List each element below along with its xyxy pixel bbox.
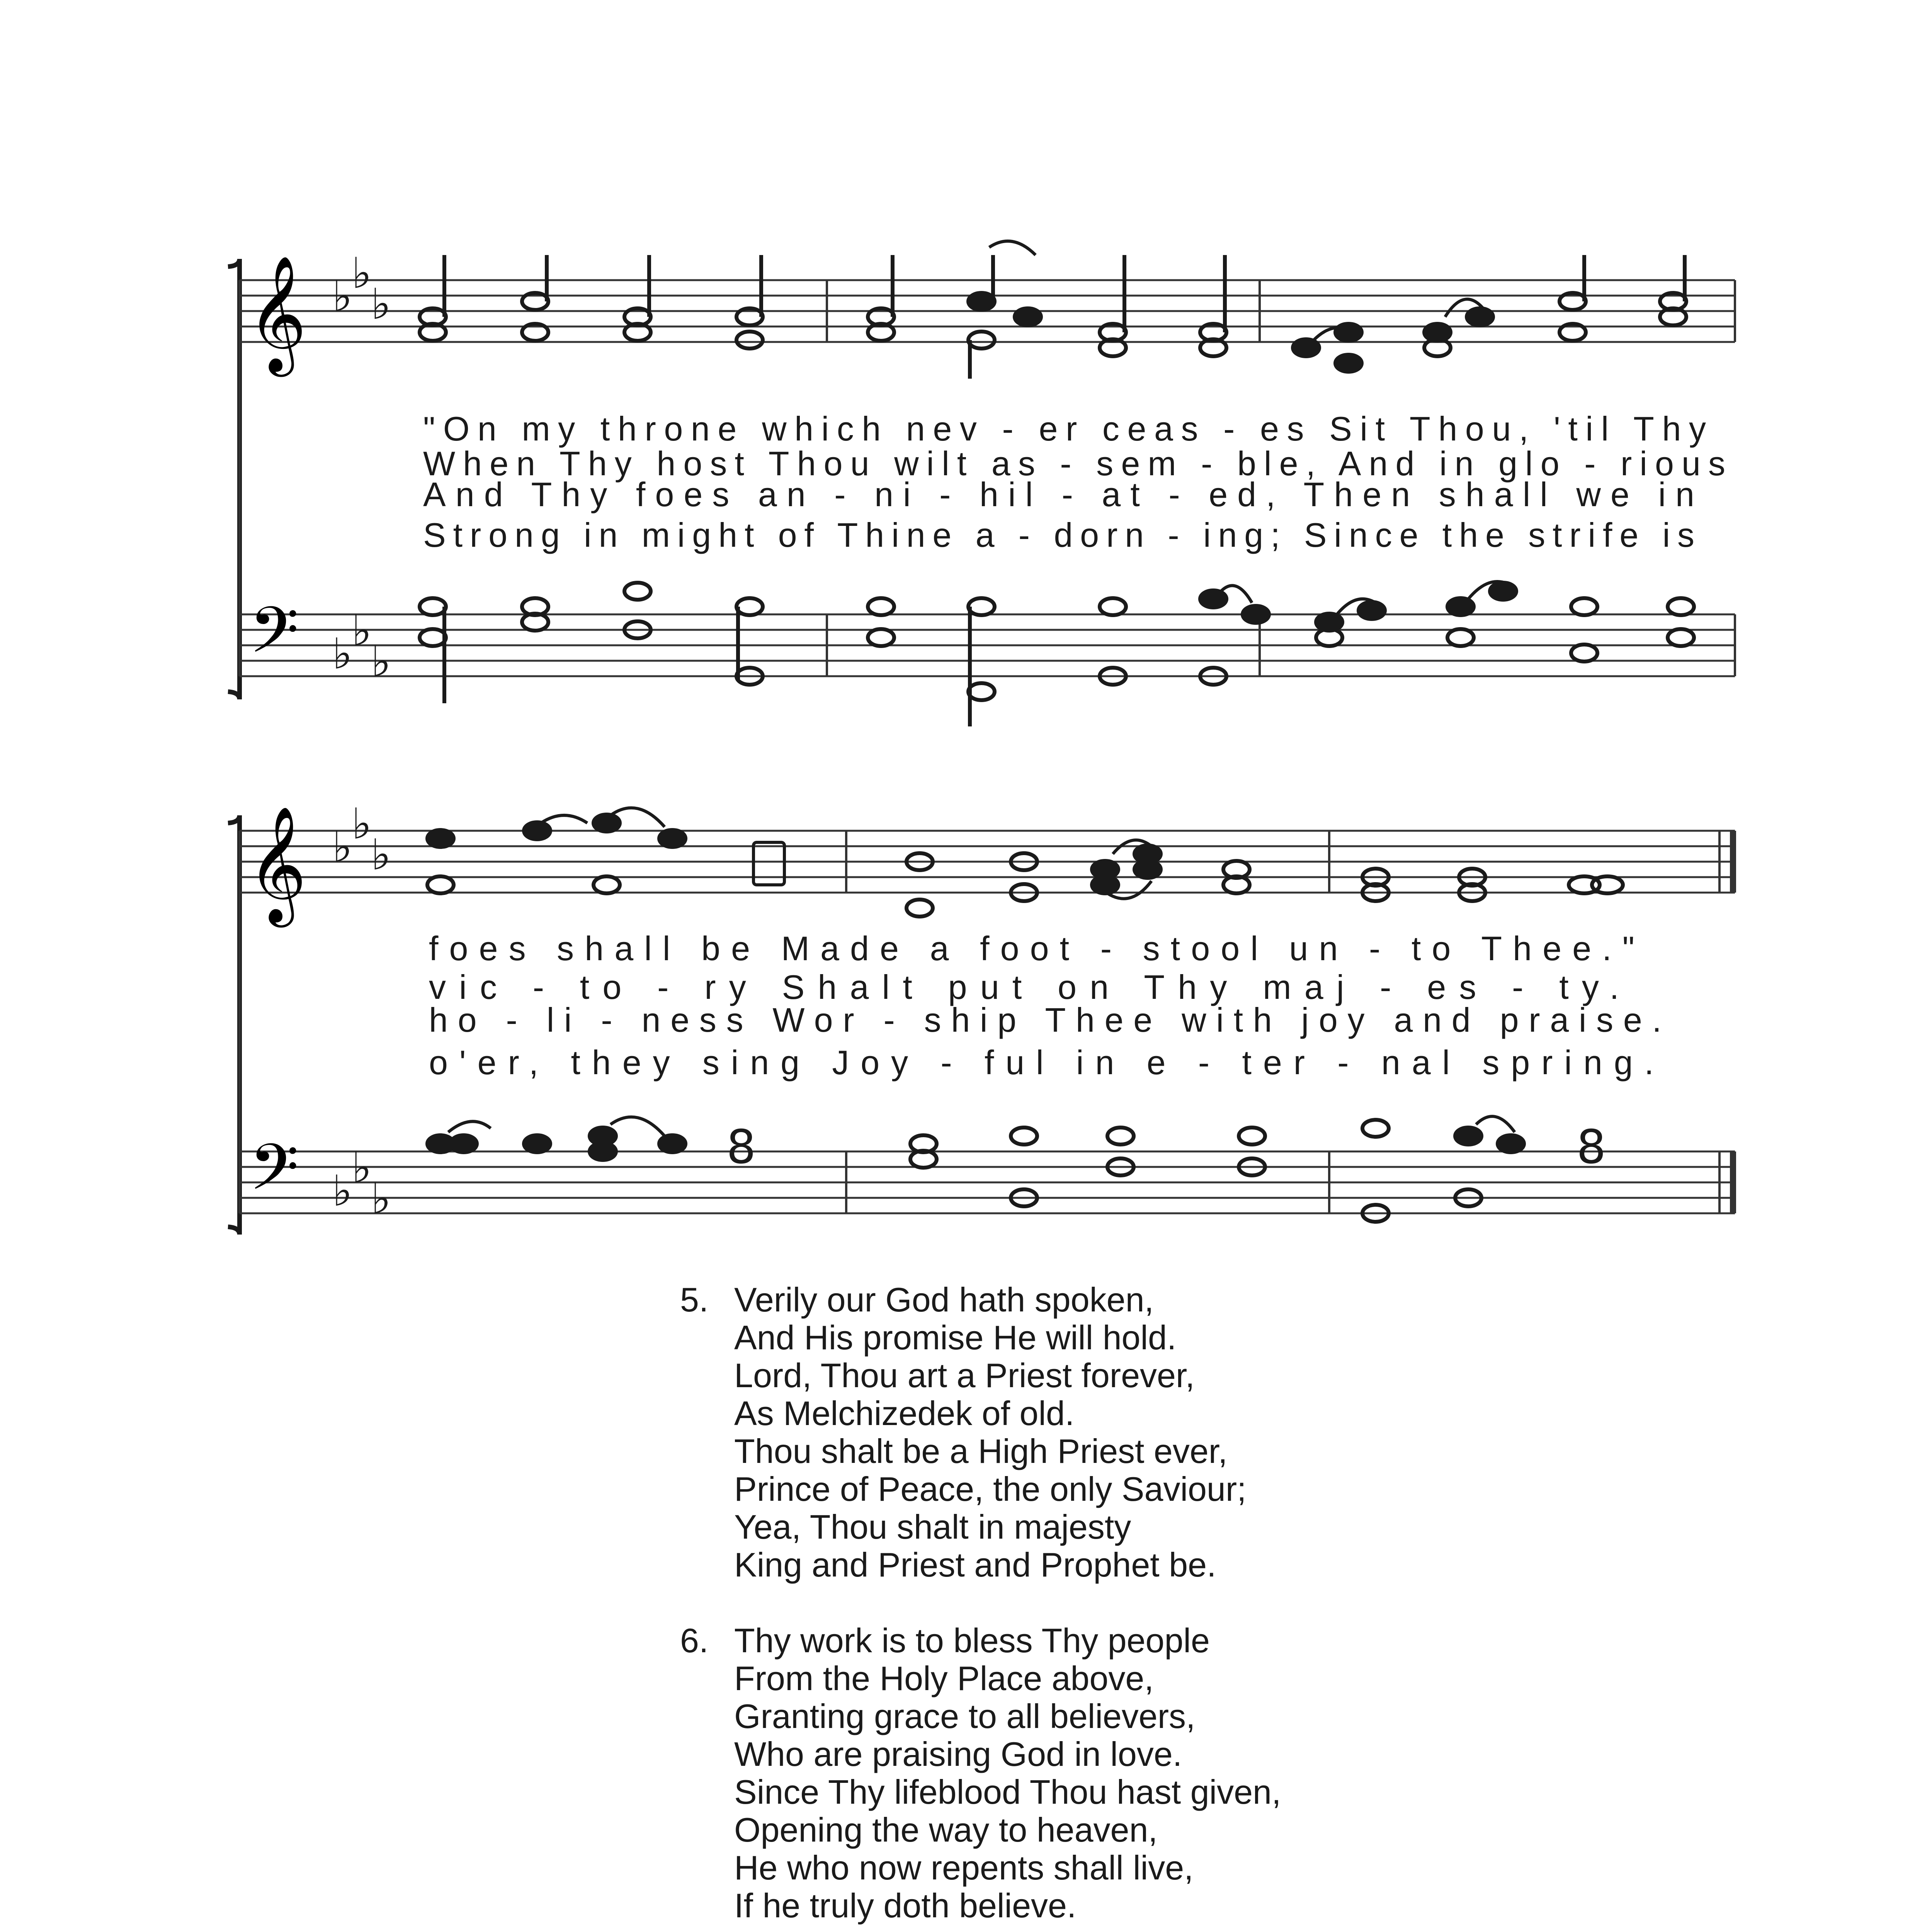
- stanza-number: 6.: [680, 1621, 709, 1660]
- treble-clef-icon: 𝄞: [247, 255, 307, 372]
- stanza-line: Verily our God hath spoken,: [734, 1281, 1154, 1319]
- stanza-line: If he truly doth believe.: [734, 1886, 1077, 1925]
- stanza-line: And His promise He will hold.: [734, 1318, 1177, 1357]
- system-1: [228, 241, 1735, 726]
- system-bracket: [228, 259, 240, 699]
- svg-text:8: 8: [1577, 1121, 1606, 1174]
- treble-clef-icon: 𝄞: [247, 806, 307, 922]
- stanza-line: King and Priest and Prophet be.: [734, 1546, 1216, 1584]
- key-signature-treble: [332, 799, 391, 879]
- stanza-line: Thy work is to bless Thy people: [734, 1621, 1210, 1660]
- lyric-verse-2: When Thy host Thou wilt as - sem - ble, And in glo - rious: [423, 444, 1725, 483]
- stanza-line: Since Thy lifeblood Thou hast given,: [734, 1773, 1281, 1811]
- bass-clef-icon: 𝄢: [249, 593, 299, 683]
- system-2: [228, 799, 1735, 1235]
- treble-notes-system-1: [420, 241, 1686, 379]
- svg-text:♭: ♭: [332, 822, 352, 872]
- stanza-5: [680, 1281, 1607, 1584]
- key-signature-bass: [332, 606, 391, 686]
- system-bracket: [228, 815, 240, 1235]
- key-signature-treble: [332, 248, 391, 329]
- bass-notes-system-2: [427, 1116, 1606, 1222]
- stanza-line: Prince of Peace, the only Saviour;: [734, 1470, 1247, 1508]
- key-signature-bass: [332, 1143, 391, 1223]
- lyrics-system-2: [429, 929, 1662, 1082]
- svg-text:♭: ♭: [332, 272, 352, 321]
- stanza-line: Opening the way to heaven,: [734, 1811, 1158, 1849]
- stanza-line: Granting grace to all believers,: [734, 1697, 1196, 1735]
- stanza-line: Who are praising God in love.: [734, 1735, 1182, 1773]
- svg-text:♭: ♭: [371, 830, 391, 879]
- svg-text:♭: ♭: [371, 1174, 391, 1223]
- lyric-verse-3: ho - li - ness Wor - ship Thee with joy and praise.: [429, 1001, 1662, 1039]
- svg-text:♭: ♭: [352, 1143, 372, 1192]
- lyrics-system-1: [423, 410, 1725, 554]
- treble-staff: [240, 831, 1735, 893]
- svg-text:♭: ♭: [332, 629, 352, 679]
- stanza-line: From the Holy Place above,: [734, 1659, 1154, 1697]
- stanza-list: [680, 1281, 1607, 1932]
- bass-staff: [240, 1151, 1735, 1213]
- stanza-line: Lord, Thou art a Priest forever,: [734, 1356, 1195, 1395]
- stanza-line: Thou shalt be a High Priest ever,: [734, 1432, 1228, 1470]
- bass-clef-icon: 𝄢: [249, 1130, 299, 1220]
- svg-text:8: 8: [726, 1121, 756, 1174]
- svg-text:♭: ♭: [332, 1166, 352, 1216]
- svg-text:♭: ♭: [371, 279, 391, 329]
- lyric-verse-4: o'er, they sing Joy - ful in e - ter - nal spring.: [429, 1043, 1654, 1082]
- svg-text:♭: ♭: [352, 606, 372, 655]
- stanza-line: As Melchizedek of old.: [734, 1394, 1075, 1432]
- svg-text:♭: ♭: [371, 637, 391, 686]
- stanza-number: 5.: [680, 1281, 709, 1319]
- svg-text:♭: ♭: [352, 799, 372, 849]
- lyric-verse-1: "On my throne which nev - er ceas - es Sit Thou, 'til Thy: [423, 410, 1706, 448]
- lyric-verse-1: foes shall be Made a foot - stool un - to Thee.": [429, 929, 1635, 968]
- stanza-line: He who now repents shall live,: [734, 1849, 1194, 1887]
- lyric-verse-3: And Thy foes an - ni - hil - at - ed, Then shall we in: [423, 475, 1695, 514]
- bass-staff: [240, 614, 1735, 676]
- lyric-verse-2: vic - to - ry Shalt put on Thy maj - es - ty.: [429, 968, 1619, 1006]
- lyric-verse-4: Strong in might of Thine a - dorn - ing; Since the strife is: [423, 516, 1695, 554]
- bass-notes-system-1: [420, 582, 1694, 726]
- svg-text:♭: ♭: [352, 248, 372, 298]
- stanza-line: Yea, Thou shalt in majesty: [734, 1508, 1131, 1546]
- stanza-6: [680, 1622, 1607, 1925]
